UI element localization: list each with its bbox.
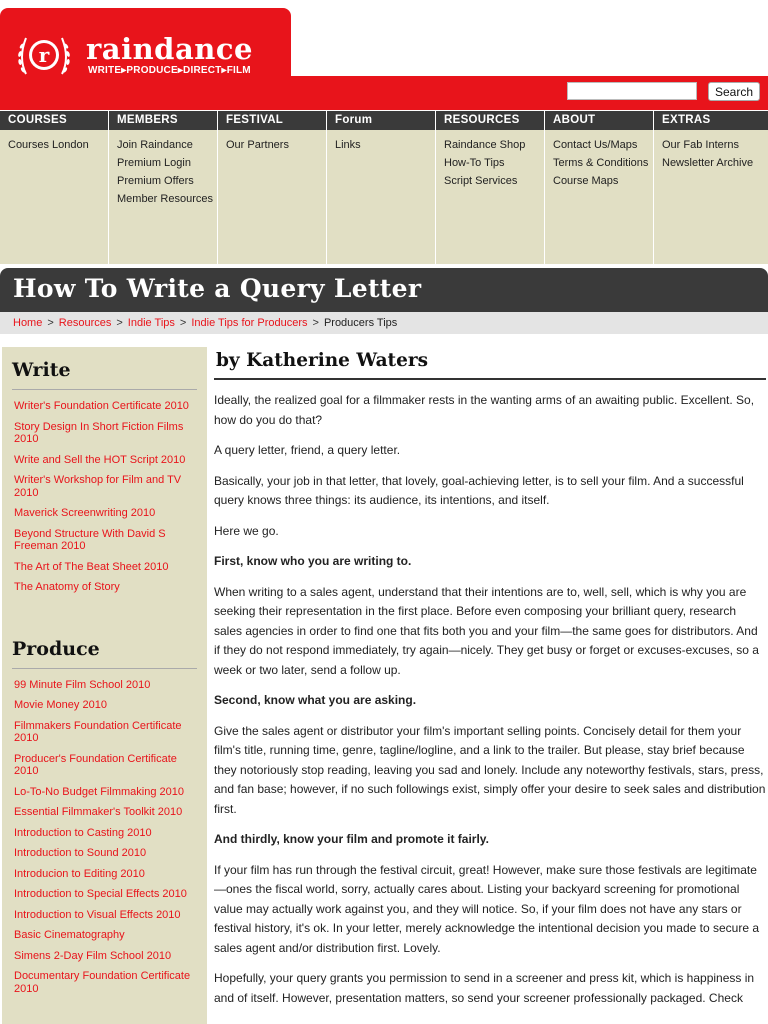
article-paragraph: Here we go. bbox=[214, 523, 279, 538]
article-paragraph: A query letter, friend, a query letter. bbox=[214, 443, 401, 457]
breadcrumb-bar bbox=[0, 312, 768, 334]
nav-col-members bbox=[109, 111, 217, 264]
article-author: by Katherine Waters bbox=[214, 348, 766, 380]
nav-tab-members[interactable]: MEMBERS bbox=[109, 111, 217, 130]
article-paragraph: Basically, your job in that letter, that lovely, goal-achieving letter, is to sell your film. And a successful query knows three things: its audience, its intentions, and itself. bbox=[214, 473, 744, 507]
nav-link[interactable]: Join Raindance bbox=[117, 139, 193, 151]
nav-link[interactable]: Premium Login bbox=[117, 157, 191, 169]
breadcrumb-separator: > bbox=[116, 317, 123, 329]
logo-letter: r bbox=[38, 43, 50, 67]
article-subheading: And thirdly, know your film and promote it fairly. bbox=[214, 832, 489, 846]
sidebar-link[interactable]: Introducion to Editing 2010 bbox=[14, 867, 145, 880]
nav-tab-festival[interactable]: FESTIVAL bbox=[218, 111, 326, 130]
sidebar-heading-write: Write bbox=[12, 347, 197, 390]
nav-col-festival bbox=[218, 111, 326, 264]
breadcrumb-link-home[interactable]: Home bbox=[13, 317, 43, 329]
nav-link[interactable]: Contact Us/Maps bbox=[553, 139, 638, 151]
nav-link[interactable]: Member Resources bbox=[117, 193, 213, 205]
breadcrumb-link-indie-tips[interactable]: Indie Tips bbox=[127, 317, 175, 329]
sidebar-heading-produce: Produce bbox=[12, 626, 197, 669]
nav-link[interactable]: Our Fab Interns bbox=[662, 139, 740, 151]
nav-link[interactable]: Terms & Conditions bbox=[553, 157, 649, 169]
site-header bbox=[0, 0, 768, 110]
laurel-logo-icon bbox=[14, 26, 74, 86]
sidebar-link[interactable]: Writer's Workshop for Film and TV 2010 bbox=[14, 474, 182, 499]
nav-link[interactable]: Course Maps bbox=[553, 175, 619, 187]
breadcrumb-separator: > bbox=[312, 317, 319, 329]
nav-tab-about[interactable]: ABOUT bbox=[545, 111, 653, 130]
sidebar-link[interactable]: Basic Cinematography bbox=[14, 929, 125, 941]
sidebar-link[interactable]: Introduction to Visual Effects 2010 bbox=[14, 908, 181, 921]
sidebar-spacer bbox=[2, 598, 207, 626]
sidebar-link[interactable]: Movie Money 2010 bbox=[14, 699, 107, 711]
sidebar-link[interactable]: Introduction to Sound 2010 bbox=[14, 847, 147, 859]
sidebar bbox=[2, 347, 207, 1024]
sidebar-link[interactable]: Maverick Screenwriting 2010 bbox=[14, 507, 156, 519]
nav-col-courses bbox=[0, 111, 108, 264]
breadcrumb-separator: > bbox=[179, 317, 187, 329]
article-paragraph: Ideally, the realized goal for a filmmaker rests in the wanting arms of an awaiting public. Excellent. So, how do you do that? bbox=[214, 393, 755, 427]
search-button[interactable]: Search bbox=[708, 82, 760, 101]
article-subheading: First, know who you are writing to. bbox=[214, 554, 412, 568]
sidebar-link[interactable]: 99 Minute Film School 2010 bbox=[14, 678, 151, 691]
breadcrumb bbox=[0, 312, 768, 334]
article bbox=[214, 348, 766, 1008]
nav-link[interactable]: Script Services bbox=[444, 175, 518, 187]
sidebar-link[interactable]: Filmmakers Foundation Certificate 2010 bbox=[14, 719, 182, 744]
breadcrumb-separator: > bbox=[47, 317, 54, 329]
nav-link[interactable]: Premium Offers bbox=[117, 175, 194, 187]
nav-tab-extras[interactable]: EXTRAS bbox=[654, 111, 768, 130]
sidebar-section-produce bbox=[2, 626, 207, 1000]
nav-link[interactable]: How-To Tips bbox=[444, 157, 505, 169]
search-input[interactable] bbox=[567, 82, 697, 100]
sidebar-link[interactable]: Producer's Foundation Certificate 2010 bbox=[14, 752, 177, 777]
nav-col-resources bbox=[436, 111, 544, 264]
breadcrumb-current: Producers Tips bbox=[323, 317, 398, 329]
sidebar-link[interactable]: Write and Sell the HOT Script 2010 bbox=[14, 453, 186, 466]
sidebar-link[interactable]: Simens 2-Day Film School 2010 bbox=[14, 949, 172, 962]
logo-tab[interactable] bbox=[0, 8, 291, 110]
article-paragraph: When writing to a sales agent, understand that their intentions are to, well, sell, which is why you are seeking their representation in the first place. Before even composing your brilliant query, research sales agencies in order to find one that fits both you and your film—the same goes for distributors. And if they do not respond immediately, try again—nicely. They get busy or forget or excuses-excuses, so a week or two later, send a follow up. bbox=[214, 584, 759, 677]
sidebar-link[interactable]: Beyond Structure With David S Freeman 2010 bbox=[14, 527, 166, 552]
article-paragraph: If your film has run through the festival circuit, great! However, make sure those festivals are legitimate—ones the fiscal world, sorry, actually cares about. Listing your backyard screening for promotional value may actually work against you, and they will notice. So, if your film does not have any stars or festival history, it's ok. In your letter, merely acknowledge the intentional decision you made to secure a sales agent and/or distribution first. Lovely. bbox=[214, 862, 760, 955]
sidebar-link[interactable]: Lo-To-No Budget Filmmaking 2010 bbox=[14, 785, 184, 798]
nav-col-about bbox=[545, 111, 653, 264]
article-paragraph: Hopefully, your query grants you permission to send in a screener and press kit, which is happiness in and of itself. However, presentation matters, so send your screener professionally packaged. Check bbox=[214, 971, 755, 1005]
nav-link[interactable]: Newsletter Archive bbox=[662, 157, 754, 169]
sidebar-link[interactable]: The Anatomy of Story bbox=[14, 581, 120, 593]
sidebar-link[interactable]: Writer's Foundation Certificate 2010 bbox=[14, 400, 189, 412]
page-title: How To Write a Query Letter bbox=[13, 274, 422, 303]
main-nav bbox=[0, 111, 768, 264]
sidebar-link[interactable]: Introduction to Special Effects 2010 bbox=[14, 888, 187, 900]
sidebar-link[interactable]: Story Design In Short Fiction Films 2010 bbox=[14, 420, 184, 445]
sidebar-link[interactable]: Essential Filmmaker's Toolkit 2010 bbox=[14, 806, 183, 818]
nav-col-forum bbox=[327, 111, 435, 264]
nav-link[interactable]: Our Partners bbox=[226, 139, 289, 151]
breadcrumb-link-producers[interactable]: Indie Tips for Producers bbox=[191, 317, 308, 329]
nav-tab-courses[interactable]: COURSES bbox=[0, 111, 108, 130]
sidebar-section-write bbox=[2, 347, 207, 598]
sidebar-link[interactable]: Documentary Foundation Certificate 2010 bbox=[14, 970, 191, 995]
article-subheading: Second, know what you are asking. bbox=[214, 693, 417, 707]
nav-col-extras bbox=[654, 111, 768, 264]
brand-tagline: WRITE▸PRODUCE▸DIRECT▸FILM bbox=[88, 65, 251, 76]
nav-link[interactable]: Courses London bbox=[8, 139, 89, 151]
nav-tab-forum[interactable]: Forum bbox=[327, 111, 435, 130]
sidebar-link[interactable]: Introduction to Casting 2010 bbox=[14, 826, 152, 839]
title-bar bbox=[0, 268, 768, 312]
sidebar-link[interactable]: The Art of The Beat Sheet 2010 bbox=[14, 560, 169, 573]
nav-link[interactable]: Links bbox=[335, 139, 361, 151]
article-paragraph: Give the sales agent or distributor your film's important selling points. Concisely detail for them your film's title, running time, genre, tagline/logline, and a link to the trailer. But please, stay brief because they notoriously stop reading, leaving you sad and lonely. Include any noteworthy festivals, stars, press, and fan base; however, if no such followings exist, simply offer your desire to seek sales and distribution first. bbox=[214, 723, 766, 816]
breadcrumb-link-resources[interactable]: Resources bbox=[58, 317, 112, 329]
brand-name: raindance bbox=[86, 32, 253, 66]
nav-tab-resources[interactable]: RESOURCES bbox=[436, 111, 544, 130]
nav-link[interactable]: Raindance Shop bbox=[444, 139, 526, 151]
